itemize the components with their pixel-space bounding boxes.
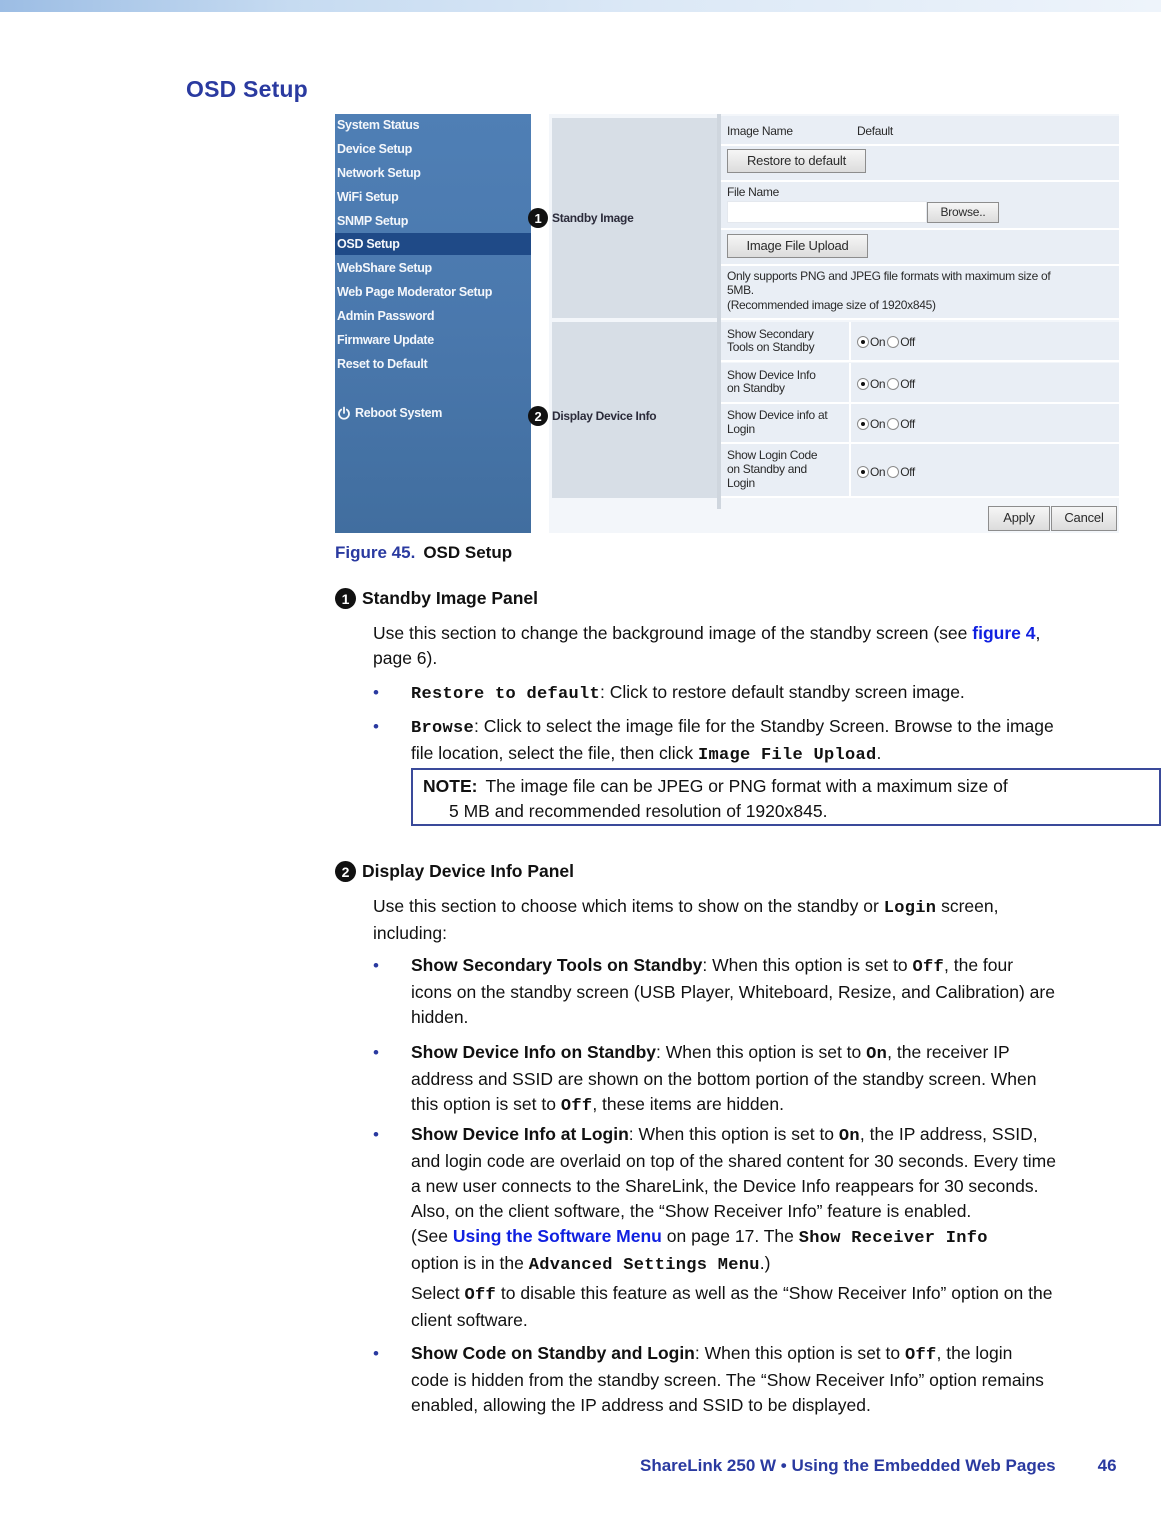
value: Off (464, 1286, 497, 1305)
power-icon (337, 406, 351, 420)
login-code-radio-group (857, 465, 915, 479)
device-info-login-on-radio[interactable] (857, 418, 869, 430)
section-standby-image-heading (335, 588, 538, 609)
bullet-icon: • (373, 1125, 379, 1144)
text: a new user connects to the ShareLink, the Device Info reappears for 30 seconds. (411, 1176, 1039, 1196)
nav-item-webshare-setup[interactable]: WebShare Setup (337, 261, 432, 275)
device-info-login-row (721, 404, 1119, 444)
figure-number: Figure 45. (335, 543, 416, 562)
text: to disable this feature as well as the “Show Receiver Info” option on the (496, 1283, 1053, 1303)
device-info-standby-row (721, 363, 1119, 404)
column-separator (849, 404, 851, 444)
section-display-device-info-heading (335, 861, 574, 882)
callout-badge-1: 1 (528, 208, 548, 228)
text: screen, (936, 896, 999, 916)
text: enabled, allowing the IP address and SSID to be displayed. (411, 1395, 871, 1415)
column-separator (849, 444, 851, 498)
device-info-panel-label (534, 322, 717, 498)
text: : When this option is set to (702, 955, 913, 975)
text: code is hidden from the standby screen. The “Show Receiver Info” option remains (411, 1370, 1044, 1390)
image-name-row (721, 116, 1119, 146)
osd-setup-screenshot (335, 114, 1119, 533)
term: Browse (411, 719, 475, 738)
reboot-system-label: Reboot System (355, 406, 443, 420)
callout-badge-1: 1 (335, 588, 356, 609)
note-text: The image file can be JPEG or PNG format with a maximum size of (485, 776, 1008, 796)
figure-title: OSD Setup (423, 543, 513, 562)
text: .) (759, 1253, 771, 1273)
bullet-icon: • (373, 956, 379, 975)
note-label: NOTE: (423, 776, 478, 796)
browse-button[interactable]: Browse.. (927, 202, 999, 223)
on-label: On (870, 417, 886, 431)
nav-item-reset-to-default[interactable]: Reset to Default (337, 357, 428, 371)
term: Show Device Info on Standby (411, 1042, 657, 1062)
term: Show Receiver Info (798, 1229, 988, 1248)
text: : When this option is set to (656, 1042, 867, 1062)
text: (See (411, 1226, 453, 1246)
nav-item-firmware-update[interactable]: Firmware Update (337, 333, 434, 347)
text: including: (373, 923, 447, 943)
text: on page 17. The (661, 1226, 799, 1246)
bullet-icon: • (373, 1043, 379, 1062)
standby-image-panel-label (534, 118, 717, 318)
nav-item-osd-setup[interactable]: OSD Setup (335, 233, 531, 255)
restore-row (721, 146, 1119, 182)
text: file location, select the file, then click (411, 743, 698, 763)
cancel-button[interactable]: Cancel (1051, 506, 1117, 531)
text: this option is set to (411, 1094, 561, 1114)
section-2-intro (373, 894, 1161, 946)
note-box (411, 768, 1161, 826)
page-footer (640, 1456, 1117, 1476)
text: , the login (936, 1343, 1013, 1363)
page-header-band (0, 0, 1161, 12)
term: Restore to default (411, 685, 601, 704)
section-1-title: Standby Image Panel (362, 588, 539, 608)
page-title: OSD Setup (186, 76, 308, 102)
text: address and SSID are shown on the bottom portion of the standby screen. When (411, 1069, 1037, 1089)
text: : When this option is set to (628, 1124, 839, 1144)
device-info-login-radio-group (857, 417, 915, 431)
login-code-on-radio[interactable] (857, 466, 869, 478)
nav-item-network-setup[interactable]: Network Setup (337, 166, 421, 180)
term: Show Code on Standby and Login (411, 1343, 695, 1363)
device-info-standby-on-radio[interactable] (857, 378, 869, 390)
secondary-tools-off-radio[interactable] (887, 336, 899, 348)
device-info-login-label-2: Login (727, 422, 755, 436)
on-label: On (870, 377, 886, 391)
standby-image-label: Standby Image (552, 211, 634, 225)
device-info-standby-off-radio[interactable] (887, 378, 899, 390)
device-info-login-label-1: Show Device info at (727, 408, 828, 422)
note-text: 5 MB and recommended resolution of 1920x845. (449, 801, 828, 821)
text: hidden. (411, 1007, 469, 1027)
text: option is in the (411, 1253, 529, 1273)
login-code-off-radio[interactable] (887, 466, 899, 478)
nav-item-device-setup[interactable]: Device Setup (337, 142, 412, 156)
image-name-label: Image Name (727, 124, 793, 138)
callout-badge-2: 2 (528, 406, 548, 426)
term: Image File Upload (697, 746, 877, 765)
on-label: On (870, 335, 886, 349)
display-device-info-label: Display Device Info (552, 409, 657, 423)
text: icons on the standby screen (USB Player, Whiteboard, Resize, and Calibration) are (411, 982, 1055, 1002)
secondary-tools-label-1: Show Secondary (727, 327, 814, 341)
image-file-upload-button[interactable]: Image File Upload (727, 234, 868, 258)
term: Login (883, 899, 937, 918)
section-2-title: Display Device Info Panel (362, 861, 575, 881)
secondary-tools-label-2: Tools on Standby (727, 340, 815, 354)
upload-row (721, 230, 1119, 266)
device-info-standby-label-1: Show Device Info (727, 368, 816, 382)
on-label: On (870, 465, 886, 479)
login-code-label-2: on Standby and (727, 462, 807, 476)
off-label: Off (900, 377, 915, 391)
secondary-tools-on-radio[interactable] (857, 336, 869, 348)
restore-to-default-button[interactable]: Restore to default (727, 149, 866, 173)
text: : Click to select the image file for the Standby Screen. Browse to the image (474, 716, 1054, 736)
text: : When this option is set to (694, 1343, 905, 1363)
term: Advanced Settings Menu (528, 1256, 760, 1275)
value: Off (904, 1346, 937, 1365)
off-label: Off (900, 417, 915, 431)
login-code-label-3: Login (727, 476, 755, 490)
value: On (866, 1045, 888, 1064)
text: . (876, 743, 882, 763)
figure-4-link[interactable]: figure 4 (972, 623, 1036, 643)
callout-badge-2: 2 (335, 861, 356, 882)
text: page 6). (373, 648, 438, 668)
upload-info-line-3: (Recommended image size of 1920x845) (727, 298, 936, 312)
upload-info-line-1: Only supports PNG and JPEG file formats with maximum size of (727, 269, 1051, 283)
footer-text: ShareLink 250 W • Using the Embedded Web Pages (640, 1456, 1056, 1475)
section-1-intro (373, 621, 1161, 671)
nav-item-snmp-setup[interactable]: SNMP Setup (337, 214, 409, 228)
nav-item-system-status[interactable]: System Status (337, 118, 420, 132)
term: Show Secondary Tools on Standby (411, 955, 703, 975)
text: Use this section to change the background image of the standby screen (see (373, 623, 973, 643)
text: Use this section to choose which items to show on the standby or (373, 896, 884, 916)
text: , the four (944, 955, 1014, 975)
file-name-input[interactable] (727, 201, 927, 223)
page-number: 46 (1097, 1456, 1117, 1475)
text: client software. (411, 1310, 528, 1330)
settings-form (721, 114, 1119, 533)
secondary-tools-radio-group (857, 335, 915, 349)
text: and login code are overlaid on top of the shared content for 30 seconds. Every time (411, 1151, 1056, 1171)
reboot-system-button[interactable] (337, 402, 529, 424)
text: : Click to restore default standby screen image. (600, 682, 965, 702)
text: , the IP address, SSID, (859, 1124, 1038, 1144)
secondary-tools-row (721, 322, 1119, 362)
text: , (1035, 623, 1041, 643)
image-name-value: Default (857, 124, 893, 138)
device-info-standby-label-2: on Standby (727, 381, 785, 395)
apply-button[interactable]: Apply (988, 506, 1050, 531)
text: , these items are hidden. (592, 1094, 784, 1114)
figure-caption (335, 543, 512, 563)
column-separator (849, 322, 851, 362)
nav-item-admin-password[interactable]: Admin Password (337, 309, 435, 323)
term: Show Device Info at Login (411, 1124, 629, 1144)
text: , the receiver IP (887, 1042, 1010, 1062)
web-nav-sidebar (335, 114, 531, 533)
using-software-menu-link[interactable]: Using the Software Menu (452, 1226, 662, 1246)
bullet-icon: • (373, 683, 379, 702)
text: Also, on the client software, the “Show Receiver Info” feature is enabled. (411, 1201, 972, 1221)
off-label: Off (900, 335, 915, 349)
upload-info-row (721, 266, 1119, 320)
nav-item-web-page-moderator-setup[interactable]: Web Page Moderator Setup (337, 285, 493, 299)
bullet-icon: • (373, 717, 379, 736)
login-code-row (721, 444, 1119, 498)
bullet-icon: • (373, 1344, 379, 1363)
sidebar-divider (531, 114, 549, 533)
file-name-row (721, 182, 1119, 230)
value: Off (912, 958, 944, 977)
device-info-login-off-radio[interactable] (887, 418, 899, 430)
file-name-label: File Name (727, 185, 779, 199)
nav-item-wifi-setup[interactable]: WiFi Setup (337, 190, 399, 204)
value: Off (560, 1097, 593, 1116)
upload-info-line-2: 5MB. (727, 283, 754, 297)
value: On (838, 1127, 860, 1146)
login-code-label-1: Show Login Code (727, 448, 818, 462)
column-separator (849, 363, 851, 404)
device-info-standby-radio-group (857, 377, 915, 391)
off-label: Off (900, 465, 915, 479)
text: Select (411, 1283, 465, 1303)
